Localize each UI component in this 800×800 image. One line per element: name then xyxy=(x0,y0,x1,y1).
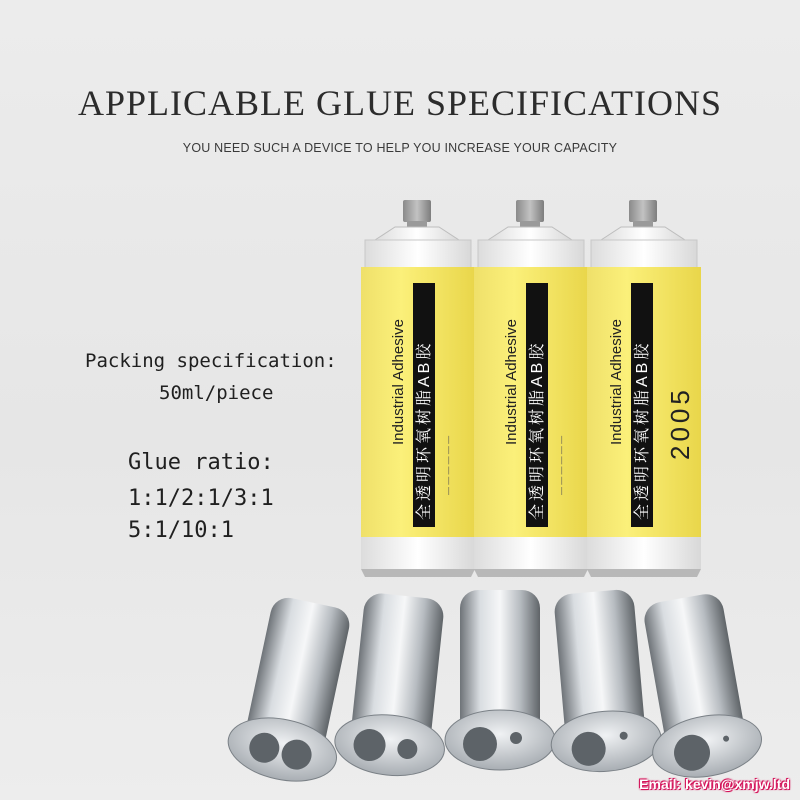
cartridge-1 xyxy=(361,200,475,577)
svg-text:Industrial Adhesive: Industrial Adhesive xyxy=(608,319,625,445)
tube-3 xyxy=(445,590,555,770)
glue-cartridges-image xyxy=(355,195,710,585)
packing-spec-label: Packing specification: xyxy=(85,350,337,372)
svg-text:全透明环氧树脂AB胶: 全透明环氧树脂AB胶 xyxy=(416,340,433,520)
svg-text:Industrial Adhesive: Industrial Adhesive xyxy=(390,319,407,445)
cartridge-2 xyxy=(474,200,588,577)
cartridge-3 xyxy=(587,200,701,577)
svg-text:— — — — — —: — — — — — — xyxy=(444,435,453,495)
svg-text:— — — — — —: — — — — — — xyxy=(557,435,566,495)
svg-text:全透明环氧树脂AB胶: 全透明环氧树脂AB胶 xyxy=(529,340,546,520)
glue-ratio-line-1: 1:1/2:1/3:1 xyxy=(128,486,274,511)
contact-email: Email: kevin@xmjw.ltd xyxy=(639,776,790,792)
model-number: 2005 xyxy=(665,386,695,460)
svg-text:Industrial Adhesive: Industrial Adhesive xyxy=(503,319,520,445)
glue-ratio-label: Glue ratio: xyxy=(128,450,274,475)
tube-4 xyxy=(538,587,663,776)
svg-text:全透明环氧树脂AB胶: 全透明环氧树脂AB胶 xyxy=(634,340,651,520)
page-subtitle: YOU NEED SUCH A DEVICE TO HELP YOU INCREASE YOUR CAPACITY xyxy=(182,141,618,155)
packing-spec-value: 50ml/piece xyxy=(159,382,274,404)
aluminum-tubes-image xyxy=(225,560,800,800)
tube-2 xyxy=(332,590,460,781)
glue-ratio-line-2: 5:1/10:1 xyxy=(128,518,234,543)
page-title: APPLICABLE GLUE SPECIFICATIONS xyxy=(77,83,723,123)
